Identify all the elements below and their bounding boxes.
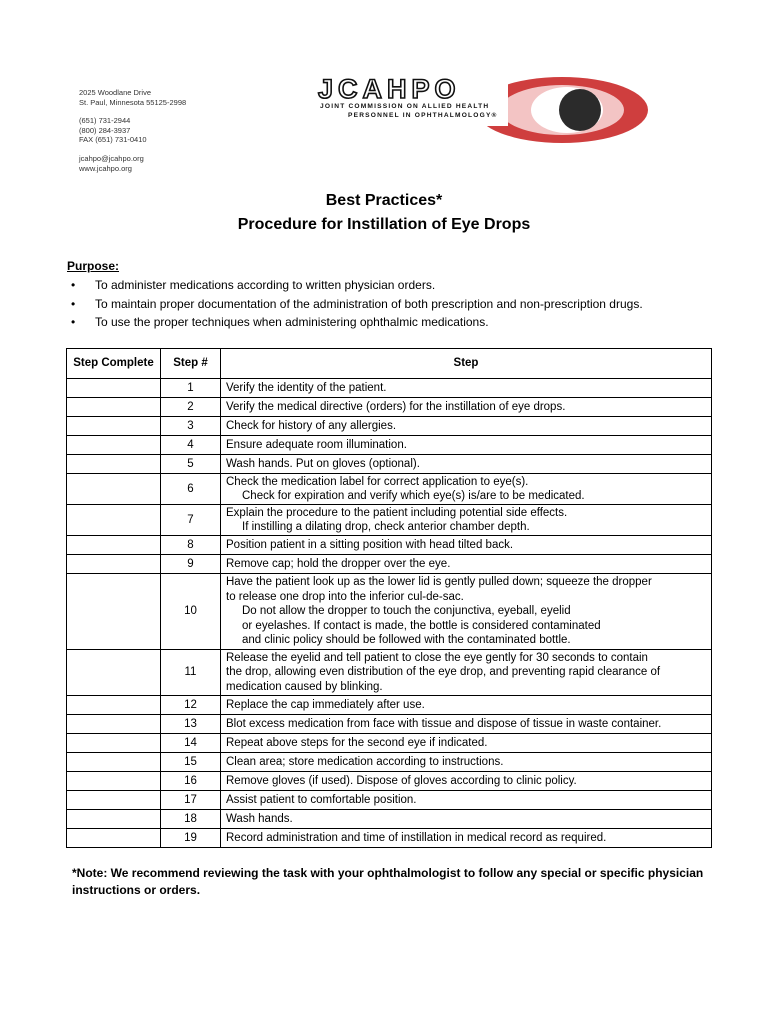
step-number-cell: 12 [161, 696, 221, 715]
step-complete-cell[interactable] [67, 398, 161, 417]
step-text-line: Remove gloves (if used). Dispose of gloves according to clinic policy. [226, 774, 577, 787]
step-text-line: Explain the procedure to the patient including potential side effects. [226, 506, 568, 519]
step-text-cell [221, 555, 712, 574]
step-text-line: Wash hands. Put on gloves (optional). [226, 457, 420, 470]
footnote: *Note: We recommend reviewing the task with your ophthalmologist to follow any special or specific physician instructions or orders. [72, 866, 704, 897]
purpose-heading: Purpose: [67, 259, 120, 273]
logo-title: JCAHPO [318, 74, 461, 104]
step-text-line: Record administration and time of instillation in medical record as required. [226, 831, 607, 844]
steps-table [66, 348, 712, 848]
step-number-cell: 16 [161, 772, 221, 791]
step-complete-cell[interactable] [67, 436, 161, 455]
address-line-1: 2025 Woodlane Drive [79, 88, 151, 97]
step-text-line: Blot excess medication from face with tissue and dispose of tissue in waste container. [226, 717, 662, 730]
purpose-text: To maintain proper documentation of the administration of both prescription and non-prescription drugs. [95, 296, 643, 311]
step-text-cell [221, 734, 712, 753]
header-label: Step [453, 357, 479, 370]
step-complete-cell[interactable] [67, 810, 161, 829]
purpose-text: To use the proper techniques when administering ophthalmic medications. [95, 315, 489, 329]
step-text-cell [221, 650, 712, 696]
step-number-cell: 17 [161, 791, 221, 810]
step-complete-cell[interactable] [67, 650, 161, 696]
step-number-cell: 10 [161, 574, 221, 650]
step-text-cell [221, 379, 712, 398]
step-text-line: Clean area; store medication according to instructions. [226, 755, 504, 768]
table-row [67, 810, 712, 829]
table-row [67, 574, 712, 650]
step-text-cell [221, 753, 712, 772]
bullet-icon: • [71, 315, 76, 329]
step-text-line: Assist patient to comfortable position. [226, 793, 417, 806]
step-complete-cell[interactable] [67, 791, 161, 810]
step-complete-cell[interactable] [67, 772, 161, 791]
step-text-cell [221, 772, 712, 791]
step-number-cell: 4 [161, 436, 221, 455]
step-number-cell: 8 [161, 536, 221, 555]
step-number-cell: 5 [161, 455, 221, 474]
step-text-line: Replace the cap immediately after use. [226, 698, 425, 711]
table-row [67, 791, 712, 810]
step-subtext-line: Do not allow the dropper to touch the conjunctiva, eyeball, eyelid [242, 605, 571, 618]
header-step [221, 349, 712, 379]
step-number-cell: 15 [161, 753, 221, 772]
step-text-cell [221, 829, 712, 848]
step-text-cell [221, 715, 712, 734]
table-row [67, 753, 712, 772]
step-complete-cell[interactable] [67, 536, 161, 555]
table-row [67, 474, 712, 505]
doc-title-2: Procedure for Instillation of Eye Drops [237, 216, 531, 233]
step-number-cell: 11 [161, 650, 221, 696]
header-step-complete [67, 349, 161, 379]
header-step-number [161, 349, 221, 379]
table-row [67, 505, 712, 536]
letterhead-address [79, 88, 186, 173]
table-row [67, 555, 712, 574]
doc-title-1: Best Practices* [325, 192, 443, 209]
step-text-line: Repeat above steps for the second eye if indicated. [226, 736, 488, 749]
step-text-cell [221, 474, 712, 505]
step-text-line: Ensure adequate room illumination. [226, 438, 407, 451]
table-row [67, 650, 712, 696]
step-complete-cell[interactable] [67, 715, 161, 734]
fax-line: FAX (651) 731-0410 [79, 135, 147, 145]
step-text-line: Release the eyelid and tell patient to close the eye gently for 30 seconds to contain [226, 651, 648, 664]
toll-free-line: (800) 284-3937 [79, 125, 131, 135]
step-text-cell [221, 417, 712, 436]
step-number-cell: 2 [161, 398, 221, 417]
bullet-icon: • [71, 278, 76, 292]
step-number-cell: 9 [161, 555, 221, 574]
step-text-line: Verify the medical directive (orders) for the instillation of eye drops. [226, 400, 566, 413]
step-number-cell: 6 [161, 474, 221, 505]
step-text-line: medication caused by blinking. [226, 680, 383, 693]
table-header-row [67, 349, 712, 379]
address-line-2: St. Paul, Minnesota 55125-2998 [79, 97, 187, 107]
table-row [67, 398, 712, 417]
step-text-line: Position patient in a sitting position with head tilted back. [226, 538, 514, 551]
step-complete-cell[interactable] [67, 574, 161, 650]
step-complete-cell[interactable] [67, 505, 161, 536]
step-subtext-line: If instilling a dilating drop, check anterior chamber depth. [242, 521, 530, 533]
step-complete-cell[interactable] [67, 734, 161, 753]
table-row [67, 715, 712, 734]
bullet-icon: • [71, 296, 76, 311]
step-number-cell: 18 [161, 810, 221, 829]
step-text-cell [221, 436, 712, 455]
table-row [67, 696, 712, 715]
step-number-cell: 13 [161, 715, 221, 734]
table-row [67, 536, 712, 555]
table-row [67, 829, 712, 848]
step-complete-cell[interactable] [67, 474, 161, 505]
step-text-line: Wash hands. [226, 812, 293, 825]
phone-line: (651) 731-2944 [79, 116, 131, 126]
table-row [67, 734, 712, 753]
logo-subtitle-1: JOINT COMMISSION ON ALLIED HEALTH [320, 103, 490, 110]
step-complete-cell[interactable] [67, 829, 161, 848]
step-number-cell: 1 [161, 379, 221, 398]
step-subtext-line: and clinic policy should be followed with the contaminated bottle. [242, 634, 571, 647]
purpose-item [67, 276, 643, 295]
step-text-cell [221, 810, 712, 829]
step-complete-cell[interactable] [67, 455, 161, 474]
purpose-item [67, 295, 643, 314]
table-row [67, 436, 712, 455]
step-text-cell [221, 536, 712, 555]
purpose-text: To administer medications according to written physician orders. [95, 278, 436, 292]
step-text-line: Check the medication label for correct application to eye(s). [226, 475, 529, 488]
table-row [67, 455, 712, 474]
step-text-line: Verify the identity of the patient. [226, 381, 387, 394]
step-text-line: Check for history of any allergies. [226, 419, 397, 432]
step-text-cell [221, 696, 712, 715]
table-row [67, 772, 712, 791]
step-complete-cell[interactable] [67, 379, 161, 398]
step-text-line: the drop, allowing even distribution of the eye drop, and preventing rapid clearance of [226, 666, 661, 679]
purpose-item [67, 313, 643, 332]
steps-body [67, 379, 712, 848]
step-subtext-line: Check for expiration and verify which eye(s) is/are to be medicated. [242, 490, 585, 502]
header-label: Step # [173, 357, 208, 370]
step-text-line: Remove cap; hold the dropper over the eye. [226, 557, 451, 570]
step-text-line: Have the patient look up as the lower lid is gently pulled down; squeeze the dropper [226, 576, 652, 589]
purpose-list [67, 276, 643, 332]
step-number-cell: 14 [161, 734, 221, 753]
table-row [67, 417, 712, 436]
logo-subtitle-2: PERSONNEL IN OPHTHALMOLOGY® [348, 112, 498, 119]
step-complete-cell[interactable] [67, 696, 161, 715]
step-number-cell: 19 [161, 829, 221, 848]
table-row [67, 379, 712, 398]
step-number-cell: 3 [161, 417, 221, 436]
header-label: Step Complete [73, 357, 154, 370]
step-text-cell [221, 574, 712, 650]
step-complete-cell[interactable] [67, 753, 161, 772]
step-text-cell [221, 398, 712, 417]
step-text-cell [221, 455, 712, 474]
step-complete-cell[interactable] [67, 555, 161, 574]
website-line: www.jcahpo.org [79, 163, 132, 173]
step-text-cell [221, 505, 712, 536]
jcahpo-logo [312, 74, 652, 150]
step-text-line: to release one drop into the inferior cul-de-sac. [226, 590, 464, 603]
email-line: jcahpo@jcahpo.org [79, 153, 144, 163]
step-subtext-line: or eyelashes. If contact is made, the bottle is considered contaminated [242, 619, 601, 632]
step-number-cell: 7 [161, 505, 221, 536]
step-text-cell [221, 791, 712, 810]
step-complete-cell[interactable] [67, 417, 161, 436]
